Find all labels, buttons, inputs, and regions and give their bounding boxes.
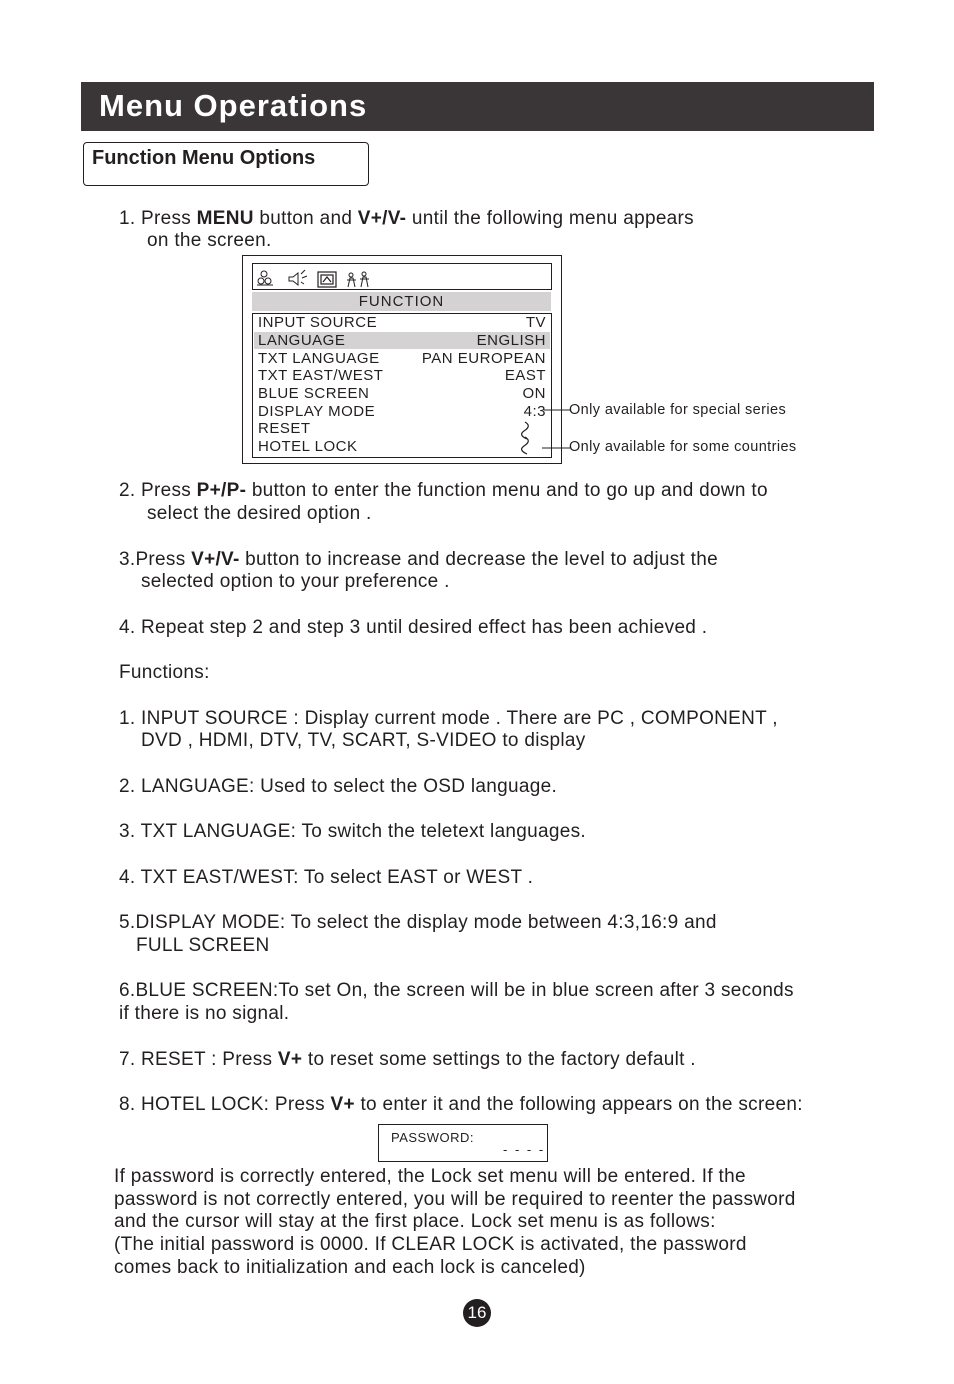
step-2 [119,479,768,502]
function-1: 1. INPUT SOURCE : Display current mode . There are PC , COMPONENT , [119,708,778,729]
step-2-line-2: select the desired option . [147,503,372,524]
program-key: P+/P- [196,480,247,501]
section-header [83,142,369,186]
step-1-text: until the following menu appears [406,208,694,229]
menu-row-value: TV [525,314,546,331]
function-icon [318,272,336,287]
function-6: 6.BLUE SCREEN:To set On, the screen will be in blue screen after 3 seconds [119,980,794,1001]
menu-row-label: TXT LANGUAGE [258,350,380,367]
page-title: Menu Operations [99,88,368,123]
menu-row-label: INPUT SOURCE [258,314,378,331]
menu-row-value: 4:3 [523,403,546,420]
menu-row-txt-east-west [254,367,550,384]
step-3-line-2: selected option to your preference . [141,571,450,592]
title-bar [81,82,874,131]
people-icon [347,272,369,287]
menu-row-value: ENGLISH [476,332,546,349]
menu-icon-bar [252,263,552,290]
function-7-text: 7. RESET : Press [119,1049,278,1070]
menu-row-reset [254,420,550,437]
function-7-text: to reset some settings to the factory default . [302,1049,696,1070]
step-1-line-2: on the screen. [147,230,272,251]
menu-row-label: HOTEL LOCK [258,438,358,455]
picture-icon [257,271,273,285]
menu-row-hotel-lock [254,438,550,455]
step-1-text: 1. Press [119,208,197,229]
closing-line-5: comes back to initialization and each lock is canceled) [114,1257,586,1278]
closing-line-2: password is not correctly entered, you will be required to reenter the password [114,1189,796,1210]
function-1-line-2: DVD , HDMI, DTV, TV, SCART, S-VIDEO to display [141,730,586,751]
step-1 [119,207,694,230]
function-5: 5.DISPLAY MODE: To select the display mode between 4:3,16:9 and [119,912,717,933]
menu-row-value: ON [522,385,546,402]
volume-key: V+/V- [191,549,240,570]
menu-header-label: FUNCTION [358,293,445,310]
menu-list [252,313,552,458]
menu-row-language [254,332,550,349]
menu-header [252,292,551,311]
volume-up-key: V+ [330,1094,355,1115]
menu-row-label: TXT EAST/WEST [258,367,384,384]
function-7 [119,1048,696,1071]
menu-row-txt-language [254,350,550,367]
menu-row-blue-screen [254,385,550,402]
menu-row-value: PAN EUROPEAN [421,350,546,367]
menu-row-label: DISPLAY MODE [258,403,376,420]
volume-up-key: V+ [277,1049,303,1070]
step-4: 4. Repeat step 2 and step 3 until desired effect has been achieved . [119,617,708,638]
step-3-text: 3.Press [119,549,192,570]
password-box [378,1124,548,1162]
menu-row-label: RESET [258,420,311,437]
closing-line-3: and the cursor will stay at the first place. Lock set menu is as follows: [114,1211,716,1232]
function-8-text: 8. HOTEL LOCK: Press [119,1094,331,1115]
menu-row-input-source [254,314,550,331]
page-number: 16 [463,1299,491,1327]
function-3: 3. TXT LANGUAGE: To switch the teletext languages. [119,821,587,842]
step-3-text: button to increase and decrease the level to adjust the [239,549,718,570]
note-some-countries: Only available for some countries [569,439,797,455]
step-2-text: button to enter the function menu and to go up and down to [246,480,768,501]
function-5-line-2: FULL SCREEN [136,935,270,956]
function-2: 2. LANGUAGE: Used to select the OSD language. [119,776,558,797]
section-title: Function Menu Options [92,147,316,169]
menu-row-label: BLUE SCREEN [258,385,370,402]
functions-heading: Functions: [119,662,210,683]
function-4: 4. TXT EAST/WEST: To select EAST or WEST . [119,867,534,888]
volume-key: V+/V- [357,208,407,229]
password-label: PASSWORD: [391,1130,474,1145]
menu-row-value: EAST [504,367,546,384]
function-6-line-2: if there is no signal. [119,1003,290,1024]
closing-line-1: If password is correctly entered, the Lock set menu will be entered. If the [114,1166,746,1187]
sound-icon [289,270,307,285]
note-special-series: Only available for special series [569,402,787,418]
menu-key: MENU [196,208,254,229]
password-placeholder: - - - - [503,1142,546,1157]
closing-line-4: (The initial password is 0000. If CLEAR LOCK is activated, the password [114,1234,747,1255]
function-8 [119,1093,803,1116]
step-2-text: 2. Press [119,480,197,501]
step-1-text: button and [253,208,358,229]
step-3 [119,548,718,571]
menu-row-display-mode [254,403,550,420]
menu-row-label: LANGUAGE [258,332,346,349]
function-8-text: to enter it and the following appears on the screen: [354,1094,803,1115]
